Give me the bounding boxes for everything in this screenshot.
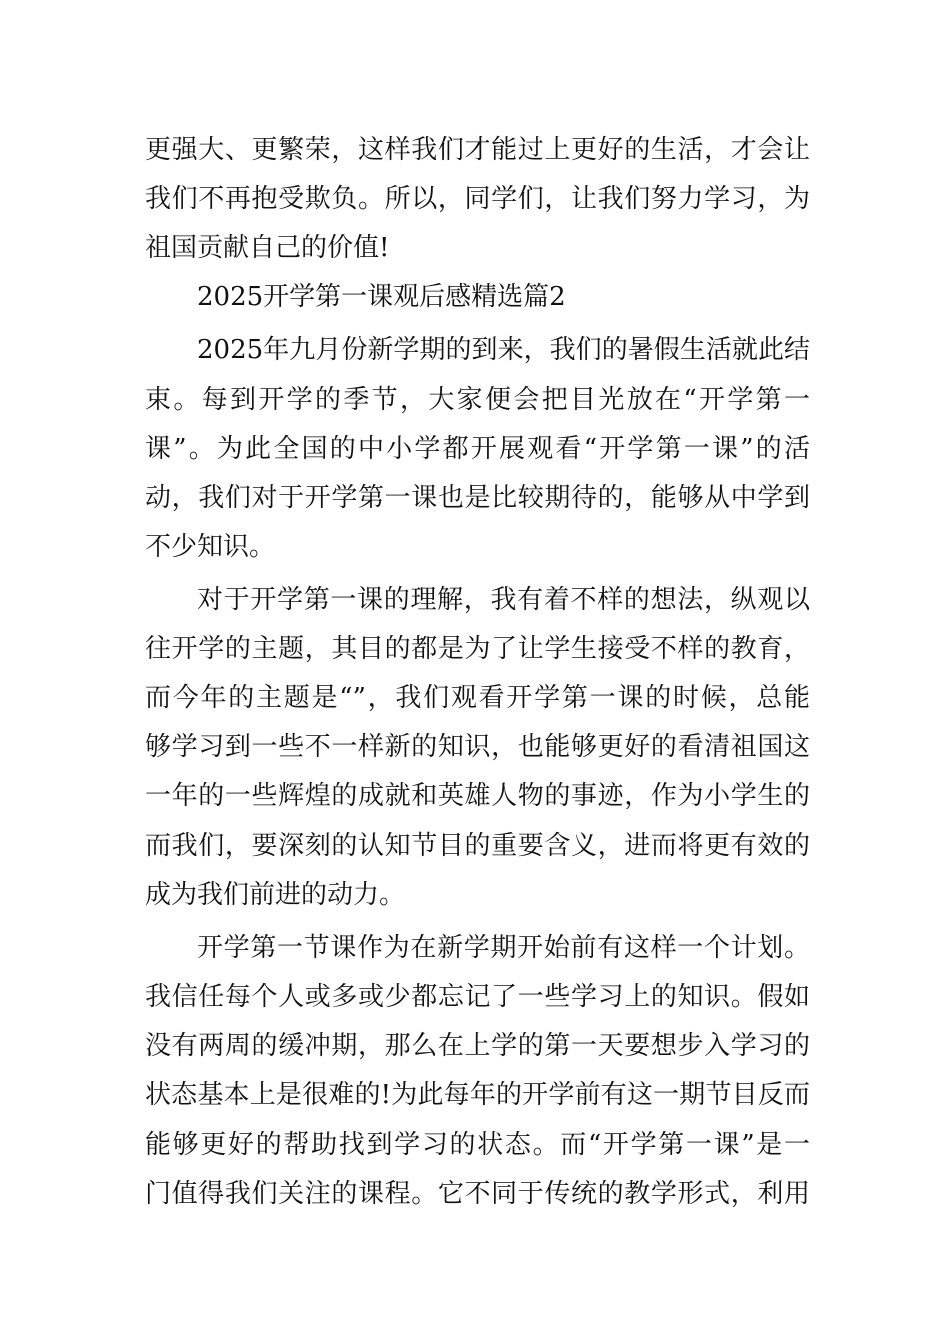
section-heading: 2025开学第一课观后感精选篇2 (197, 282, 566, 312)
text-line: 而我们，要深刻的认知节目的重要含义，进而将更有效的 (145, 831, 810, 861)
text-line: 我信任每个人或多或少都忘记了一些学习上的知识。假如 (145, 982, 810, 1012)
text-line: 一年的一些辉煌的成就和英雄人物的事迹，作为小学生的 (145, 781, 810, 811)
text-line: 动，我们对于开学第一课也是比较期待的，能够从中学到 (145, 483, 810, 513)
text-line: 状态基本上是很难的!为此每年的开学前有这一期节目反而 (145, 1080, 810, 1110)
text-line: 更强大、更繁荣，这样我们才能过上更好的生活，才会让 (145, 135, 810, 165)
text-line: 对于开学第一课的理解，我有着不样的想法，纵观以 (197, 585, 810, 615)
text-line: 够学习到一些不一样新的知识，也能够更好的看清祖国这 (145, 732, 810, 762)
text-line: 没有两周的缓冲期，那么在上学的第一天要想步入学习的 (145, 1031, 810, 1061)
text-line: 祖国贡献自己的价值! (145, 233, 390, 263)
text-line: 开学第一节课作为在新学期开始前有这样一个计划。 (197, 933, 810, 963)
text-line: 不少知识。 (145, 532, 276, 562)
text-line: 束。每到开学的季节，大家便会把目光放在“开学第一 (145, 385, 810, 415)
text-line: 我们不再抱受欺负。所以，同学们，让我们努力学习，为 (145, 184, 810, 214)
text-line: 课”。为此全国的中小学都开展观看“开学第一课”的活 (145, 434, 810, 464)
text-line: 2025年九月份新学期的到来，我们的暑假生活就此结 (197, 335, 810, 365)
text-line: 门值得我们关注的课程。它不同于传统的教学形式，利用 (145, 1179, 810, 1209)
text-line: 往开学的主题，其目的都是为了让学生接受不样的教育， (145, 634, 810, 664)
text-line: 能够更好的帮助找到学习的状态。而“开学第一课”是一 (145, 1130, 810, 1160)
text-line: 而今年的主题是“”，我们观看开学第一课的时候，总能 (145, 683, 810, 713)
text-line: 成为我们前进的动力。 (145, 880, 406, 910)
